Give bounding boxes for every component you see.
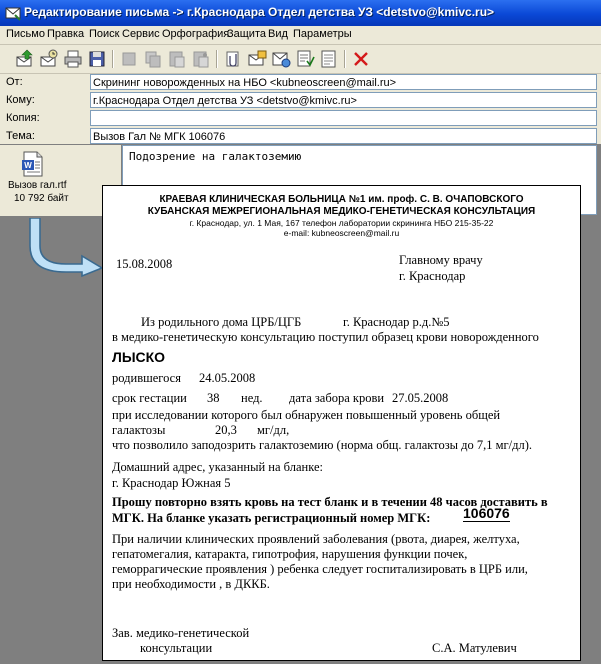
title-bar <box>0 0 601 27</box>
message-body: Подозрение на галактоземию <box>129 150 302 163</box>
toolbar-separator <box>112 50 113 68</box>
doc-finding-2c: мг/дл, <box>257 423 290 437</box>
doc-finding-2b: 20,3 <box>215 423 237 437</box>
to-label: Кому: <box>6 94 35 106</box>
svg-text:W: W <box>24 161 32 170</box>
word-document-icon <box>22 151 44 177</box>
cc-label: Копия: <box>6 112 40 124</box>
menu-letter[interactable]: Письмо <box>6 28 45 40</box>
cc-row <box>0 110 601 128</box>
doc-surname: ЛЫСКО <box>112 349 166 365</box>
paste-icon[interactable] <box>166 48 188 70</box>
from-label: От: <box>6 76 23 88</box>
insert-file-icon[interactable] <box>270 48 292 70</box>
doc-sample-date-label: дата забора крови <box>289 391 385 405</box>
doc-born-date: 24.05.2008 <box>199 371 256 385</box>
menu-spelling[interactable]: Орфография <box>162 28 230 40</box>
doc-signer: С.А. Матулевич <box>432 641 517 655</box>
save-icon[interactable] <box>86 48 108 70</box>
spellcheck-icon[interactable] <box>294 48 316 70</box>
menu-edit[interactable]: Правка <box>47 28 85 40</box>
doc-gestation-value: 38 <box>207 391 220 405</box>
subject-label: Тема: <box>6 130 35 142</box>
doc-home-label: Домашний адрес, указанный на бланке: <box>112 460 323 474</box>
doc-request-1: Прошу повторно взять кровь на тест бланк и в течении 48 часов доставить в <box>112 495 548 509</box>
toolbar-separator <box>344 50 345 68</box>
paste-quote-icon[interactable] <box>190 48 212 70</box>
doc-address-line: г. Краснодар, ул. 1 Мая, 167 телефон лаборатории скрининга НБО 215-35-22 <box>189 218 494 228</box>
doc-date: 15.08.2008 <box>116 257 173 271</box>
doc-email-line: e-mail: kubneoscreen@mail.ru <box>283 228 400 238</box>
from-row <box>0 74 601 92</box>
subject-row <box>0 128 601 146</box>
doc-sign-2: консультации <box>140 641 213 655</box>
doc-reg-number: 106076 <box>463 505 510 521</box>
subject-field[interactable]: Вызов Гал № МГК 106076 <box>90 128 597 144</box>
message-header <box>0 74 601 144</box>
doc-note-1: При наличии клинических проявлений заболевания (рвота, диарея, желтуха, <box>112 532 520 546</box>
doc-from-line-a: Из родильного дома ЦРБ/ЦГБ <box>141 315 302 329</box>
doc-home-value: г. Краснодар Южная 5 <box>112 476 231 490</box>
doc-sample-date: 27.05.2008 <box>392 391 449 405</box>
menu-options[interactable]: Параметры <box>293 28 352 40</box>
send-later-icon[interactable] <box>38 48 60 70</box>
cc-field[interactable] <box>90 110 597 126</box>
menu-security[interactable]: Защита <box>227 28 266 40</box>
doc-finding-2a: галактозы <box>112 423 166 437</box>
mail-app-icon <box>5 5 21 21</box>
doc-note-2: гепатомегалия, катаракта, гипотрофия, нарушения функции почек, <box>112 547 468 561</box>
address-book-icon[interactable] <box>246 48 268 70</box>
toolbar <box>0 45 601 74</box>
menu-view[interactable]: Вид <box>268 28 288 40</box>
doc-note-3: геморрагические проявления ) ребенка следует госпитализировать в ЦРБ или, <box>112 562 528 576</box>
menu-service[interactable]: Сервис <box>122 28 160 40</box>
doc-gestation-unit: нед. <box>241 391 263 405</box>
attach-icon[interactable] <box>222 48 244 70</box>
doc-finding-1: при исследовании которого был обнаружен повышенный уровень общей <box>112 408 501 422</box>
curved-arrow-icon <box>26 218 106 278</box>
from-field[interactable]: Скрининг новорожденных на НБО <kubneoscreen@mail.ru> <box>90 74 597 90</box>
doc-note-4: при необходимости , в ДККБ. <box>112 577 270 591</box>
menu-search[interactable]: Поиск <box>89 28 120 40</box>
doc-sign-1: Зав. медико-генетической <box>112 626 250 640</box>
to-row <box>0 92 601 110</box>
window-title: Редактирование письма -> г.Краснодара Отдел детства УЗ <detstvo@kmivc.ru> <box>24 5 495 19</box>
menu-bar <box>0 26 601 45</box>
to-field[interactable]: г.Краснодара Отдел детства УЗ <detstvo@kmivc.ru> <box>90 92 597 108</box>
properties-icon[interactable] <box>318 48 340 70</box>
doc-header-line1: КРАЕВАЯ КЛИНИЧЕСКАЯ БОЛЬНИЦА №1 им. проф. С. В. ОЧАПОВСКОГО <box>159 194 524 205</box>
doc-gestation-label: срок гестации <box>112 391 187 405</box>
attachment-name: Вызов гал.rtf <box>8 180 67 191</box>
doc-addressee-1: Главному врачу <box>399 253 483 267</box>
delete-icon[interactable] <box>350 48 372 70</box>
doc-addressee-2: г. Краснодар <box>399 269 466 283</box>
doc-from-line-b: г. Краснодар р.д.№5 <box>343 315 450 329</box>
toolbar-separator <box>216 50 217 68</box>
print-icon[interactable] <box>62 48 84 70</box>
doc-born-label: родившегося <box>112 371 181 385</box>
copy-icon[interactable] <box>142 48 164 70</box>
doc-request-2: МГК. На бланке указать регистрационный номер МГК: <box>112 511 431 525</box>
doc-finding-3: что позволило заподозрить галактоземию (норма общ. галактозы до 7,1 мг/дл). <box>112 438 533 452</box>
document-preview <box>102 185 581 661</box>
send-icon[interactable] <box>14 48 36 70</box>
doc-intro: в медико-генетическую консультацию поступил образец крови новорожденного <box>112 330 539 344</box>
attachment-size: 10 792 байт <box>14 193 69 204</box>
doc-header-line2: КУБАНСКАЯ МЕЖРЕГИОНАЛЬНАЯ МЕДИКО-ГЕНЕТИЧЕСКАЯ КОНСУЛЬТАЦИЯ <box>147 206 536 217</box>
cut-icon[interactable] <box>118 48 140 70</box>
